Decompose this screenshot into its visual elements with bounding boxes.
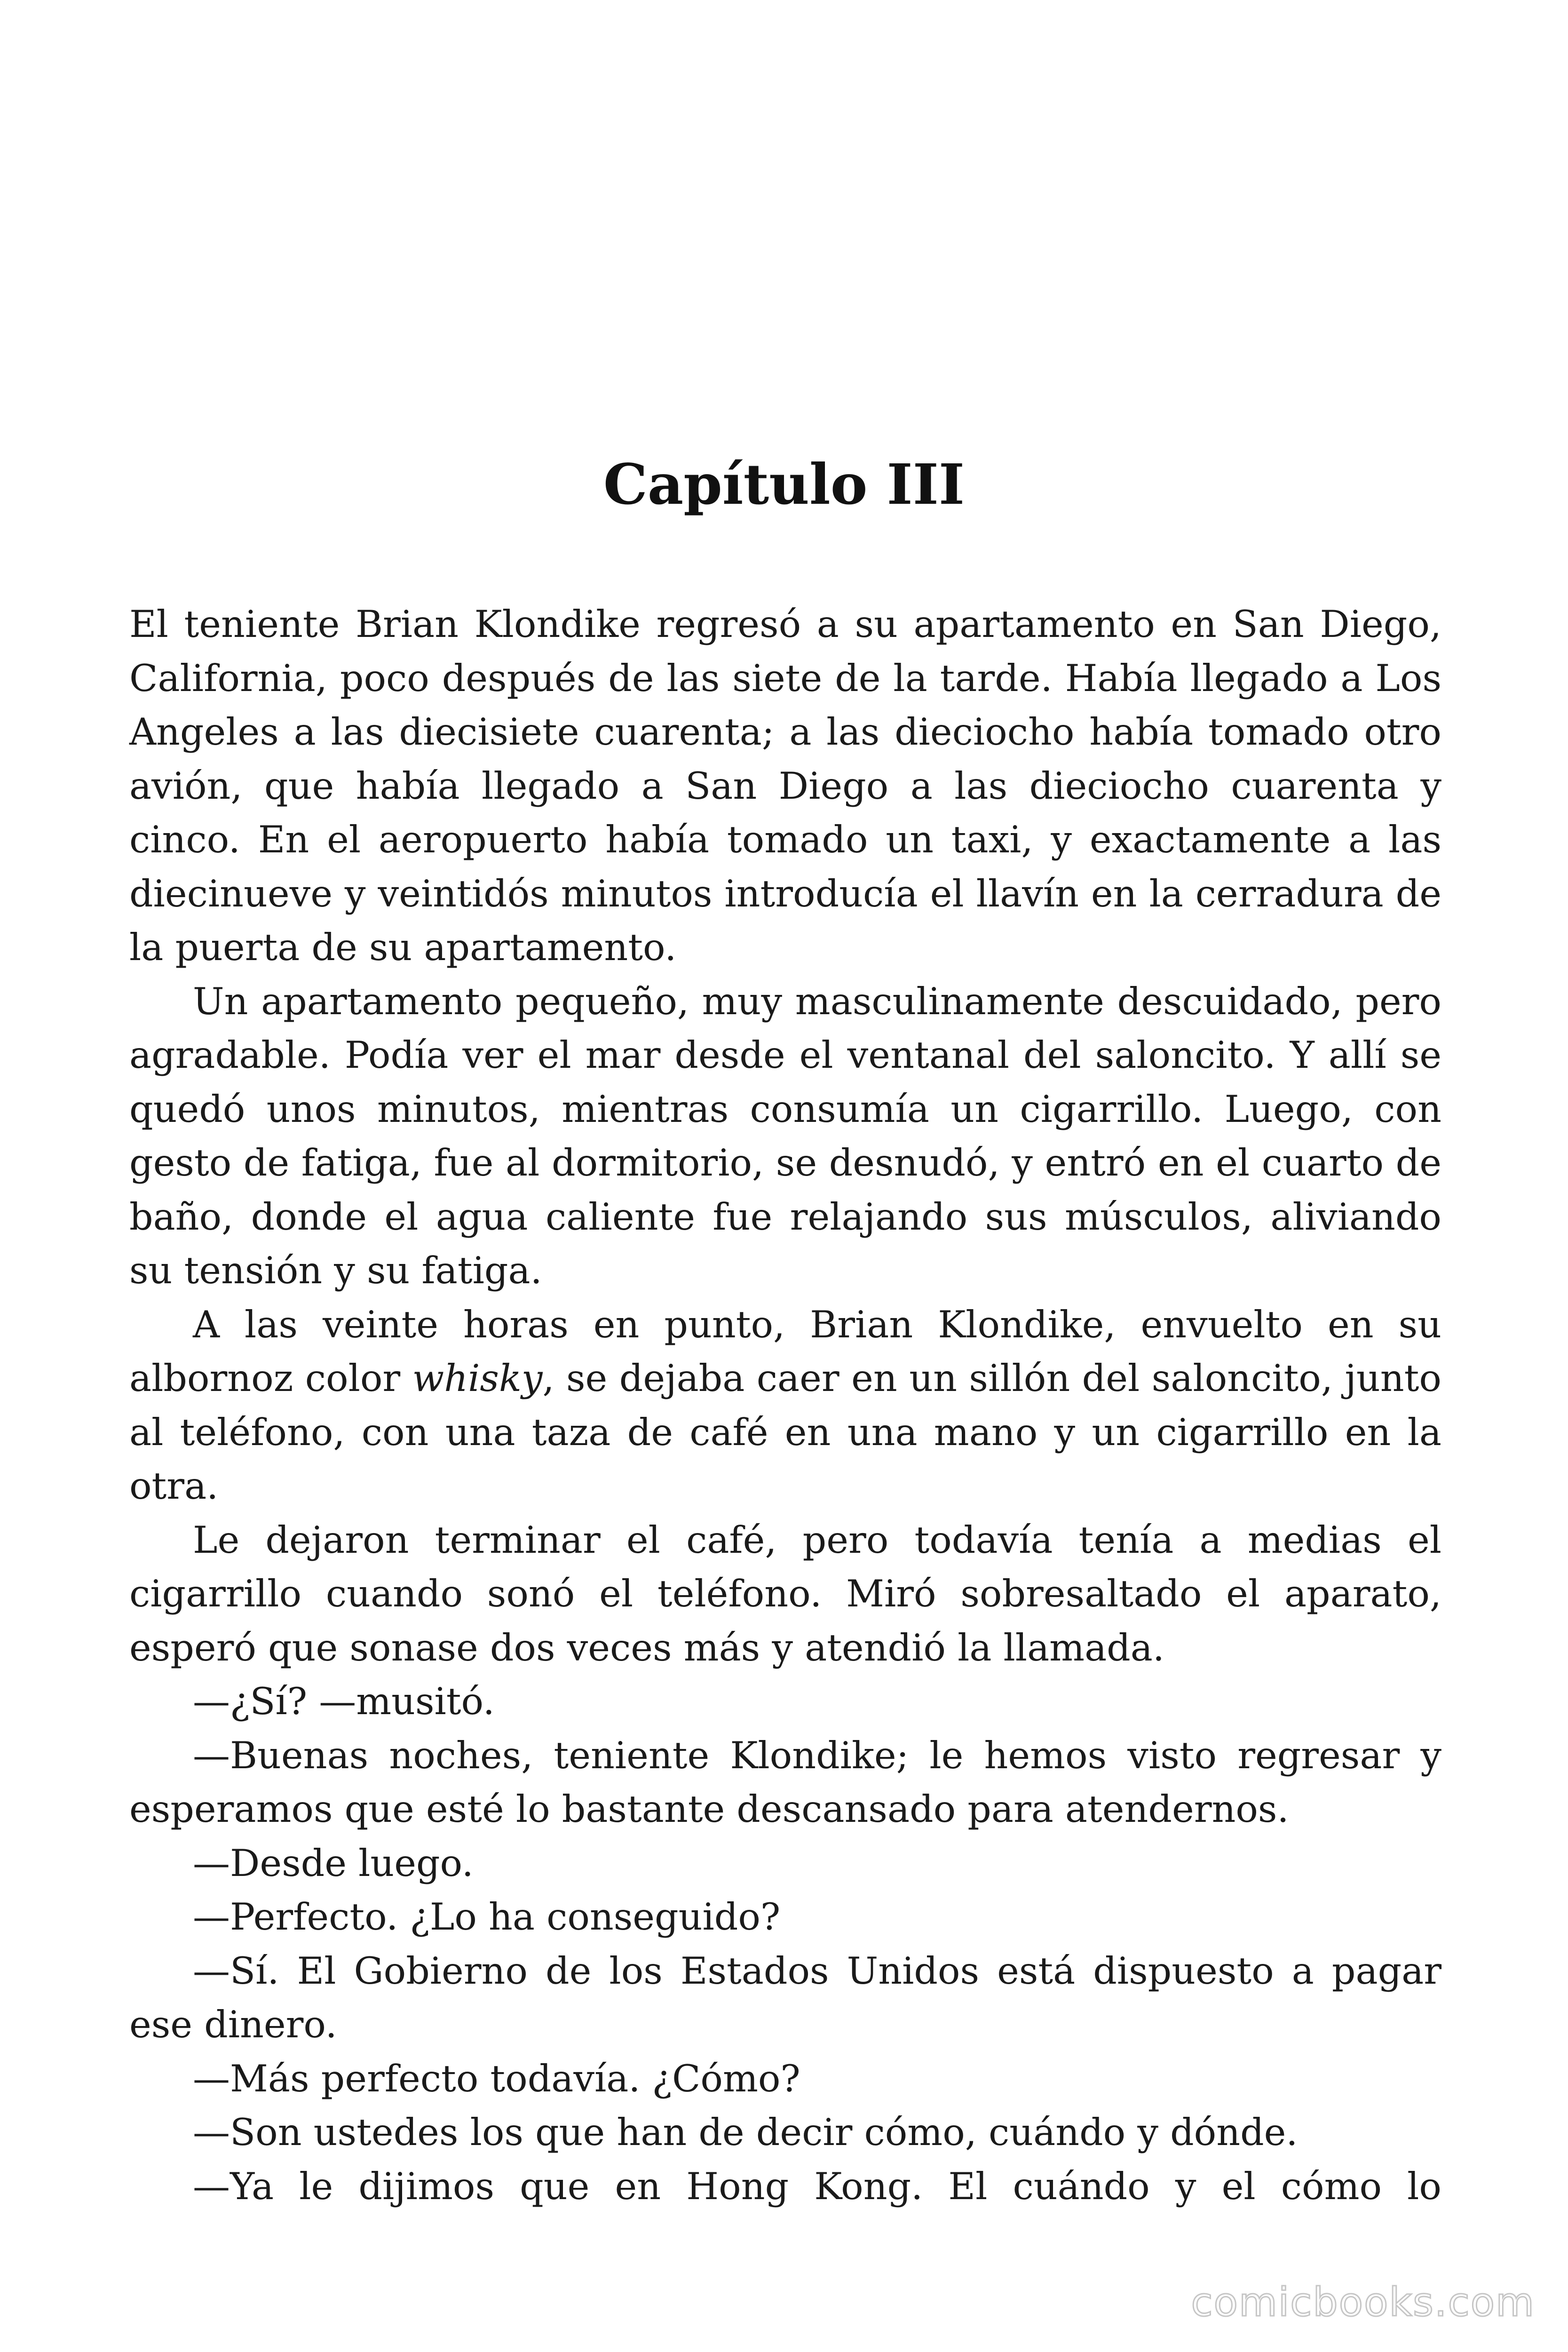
paragraph: El teniente Brian Klondike regresó a su apartamento en San Diego, California, poco después de las siete de la tarde. Había llegado a Los Angeles a las diecisiete cuarenta; a las dieciocho había tomado otro avión, que había llegado a San Diego a las dieciocho cuarenta y cinco. En el aeropuerto había tomado un taxi, y exactamente a las diecinueve y veintidós minutos introducía el llavín en la cerradura de la puerta de su apartamento. <box>129 603 1441 969</box>
italic-word: whisky <box>412 1357 543 1400</box>
dialogue-line: —Sí. El Gobierno de los Estados Unidos está dispuesto a pagar ese dinero. <box>129 1949 1441 2046</box>
dialogue-line: —Perfecto. ¿Lo ha conseguido? <box>193 1895 781 1939</box>
dialogue-line: —Buenas noches, teniente Klondike; le hemos visto regresar y esperamos que esté lo bastante descansado para atendernos. <box>129 1733 1441 1831</box>
paragraph: Le dejaron terminar el café, pero todavía tenía a medias el cigarrillo cuando sonó el teléfono. Miró sobresaltado el aparato, esperó que sonase dos veces más y atendió la llamada. <box>129 1518 1441 1669</box>
dialogue-line: —Más perfecto todavía. ¿Cómo? <box>193 2057 800 2100</box>
paragraph <box>129 1298 1441 1513</box>
chapter-title: Capítulo III <box>603 452 965 517</box>
paragraph: Un apartamento pequeño, muy masculinamente descuidado, pero agradable. Podía ver el mar desde el ventanal del saloncito. Y allí se quedó unos minutos, mientras consumía un cigarrillo. Luego, con gesto de fatiga, fue al dormitorio, se desnudó, y entró en el cuarto de baño, donde el agua caliente fue relajando sus músculos, aliviando su tensión y su fatiga. <box>129 979 1441 1292</box>
paragraph-text: , se dejaba caer en un sillón del saloncito, junto al teléfono, con una taza de café en una mano y un cigarrillo en la otra. <box>129 1357 1441 1508</box>
dialogue-line: —Son ustedes los que han de decir cómo, cuándo y dónde. <box>193 2111 1298 2154</box>
chapter-body <box>129 597 1441 2213</box>
paragraph-text: A las veinte horas en punto, Brian Klondike, envuelto en su albornoz color <box>129 1303 1441 1400</box>
dialogue-line: —Ya le dijimos que en Hong Kong. El cuándo y el cómo lo <box>193 2164 1441 2208</box>
dialogue-line: —Desde luego. <box>193 1841 474 1885</box>
dialogue-line: —¿Sí? —musitó. <box>193 1680 495 1723</box>
watermark: comicbooks.com <box>1191 2279 1535 2325</box>
